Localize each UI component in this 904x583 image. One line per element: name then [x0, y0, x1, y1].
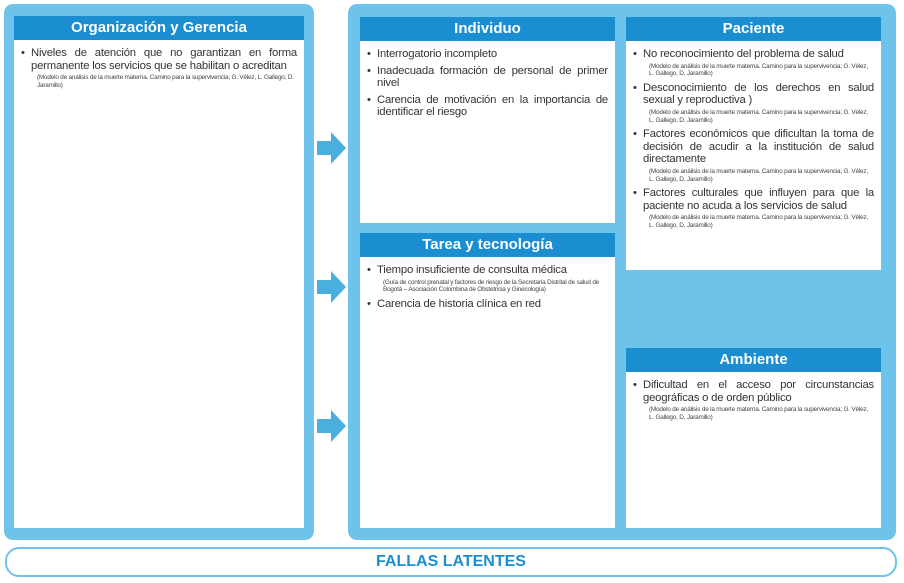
paciente-title: Paciente	[626, 17, 881, 41]
org-panel	[4, 4, 314, 540]
list-item	[633, 82, 874, 124]
ambiente-title: Ambiente	[626, 348, 881, 372]
list-item	[367, 264, 608, 294]
list-item	[633, 379, 874, 421]
list-item	[633, 128, 874, 183]
list-item	[367, 48, 608, 61]
item-reference: (Modelo de análisis de la muerte materna. Camino para la supervivencia; G. Vélez, L. Gallego, D. Jaramillo)	[649, 406, 868, 421]
item-text: • Dificultad en el acceso por circunstancias geográficas o de orden público	[643, 379, 874, 404]
ambiente-card	[626, 348, 881, 528]
list-item	[367, 94, 608, 119]
item-text: • Factores culturales que influyen para que la paciente no acuda a los servicios de salud	[643, 187, 874, 212]
item-reference: (Modelo de análisis de la muerte materna. Camino para la supervivencia; G. Vélez, L. Gallego, D. Jaramillo)	[649, 214, 868, 229]
item-reference: (Guía de control prenatal y factores de riesgo de la Secretaría Distrital de salud de Bogotá – Asociación Colombina de Obstetricia y Ginecología)	[383, 278, 600, 294]
item-text: • Carencia de motivación en la importancia de identificar el riesgo	[377, 93, 608, 119]
tarea-title: Tarea y tecnología	[360, 233, 615, 257]
item-text: • Niveles de atención que no garantizan en forma permanente los servicios que se habilitan o acreditan	[31, 47, 297, 72]
item-text: • Carencia de historia clínica en red	[377, 297, 541, 310]
factors-panel	[348, 4, 896, 540]
arrow-right-icon	[317, 270, 347, 304]
item-text: • Tiempo insuficiente de consulta médica	[377, 264, 567, 276]
item-text: • Inadecuada formación de personal de primer nivel	[377, 64, 608, 90]
list-item	[367, 65, 608, 90]
arrow-right-icon	[317, 409, 347, 443]
item-text: • Interrogatorio incompleto	[377, 48, 497, 60]
item-reference: (Modelo de análisis de la muerte materna. Camino para la supervivencia; G. Vélez, L. Gallego, D. Jaramillo)	[649, 167, 868, 183]
list-item	[367, 298, 608, 311]
arrow-right-icon	[317, 131, 347, 165]
paciente-card	[626, 17, 881, 270]
list-item	[21, 47, 297, 89]
item-reference: (Modelo de análisis de la muerte materna. Camino para la supervivencia; G. Vélez, L. Gallego, D. Jaramillo)	[649, 108, 868, 124]
item-reference: (Modelo de análisis de la muerte materna. Camino para la supervivencia; G. Vélez, L. Gallego, D. Jaramillo)	[37, 74, 294, 89]
item-text: • Factores económicos que dificultan la toma de decisión de acudir a la institución de salud directamente	[643, 128, 874, 166]
org-title: Organización y Gerencia	[14, 16, 304, 40]
list-item	[633, 187, 874, 229]
list-item	[633, 48, 874, 78]
item-text: • Desconocimiento de los derechos en salud sexual y reproductiva )	[643, 81, 874, 107]
individuo-card	[360, 17, 615, 223]
tarea-card	[360, 233, 615, 528]
individuo-title: Individuo	[360, 17, 615, 41]
item-reference: (Modelo de análisis de la muerte materna. Camino para la supervivencia; G. Vélez, L. Gallego, D. Jaramillo)	[649, 62, 868, 78]
org-card	[14, 16, 304, 528]
latent-failures-label: FALLAS LATENTES	[5, 547, 897, 577]
item-text: • No reconocimiento del problema de salud	[643, 48, 844, 60]
